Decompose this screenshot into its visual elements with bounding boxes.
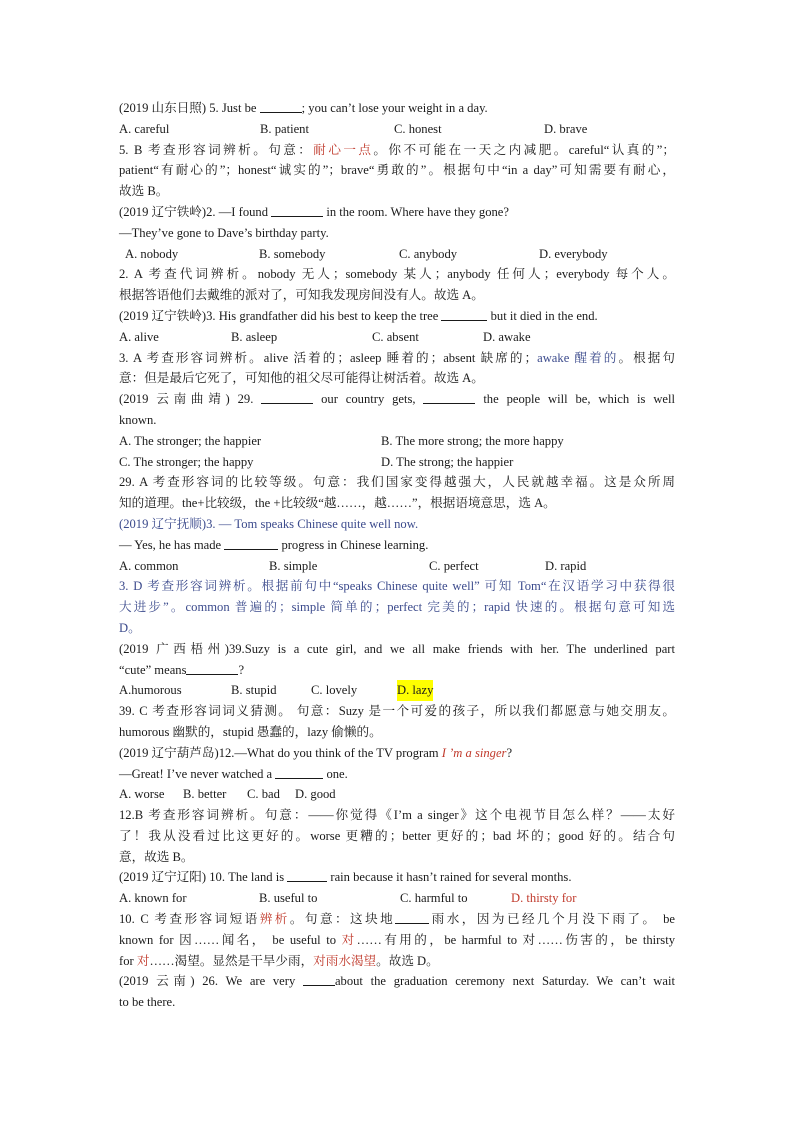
highlighted-text: 对雨水渴望: [313, 953, 377, 968]
question-stem: [119, 410, 675, 431]
explanation-text: ……有用的，be harmful to 对……伤害的，be thirsty: [356, 932, 676, 947]
question-stem: [119, 639, 675, 660]
explanation-text: 了！我从没看过比这更好的。worse 更糟的；better 更好的；bad 坏的；good 好的。结合句: [119, 828, 675, 843]
question-stem: [119, 514, 675, 535]
answer-explanation: [119, 930, 675, 951]
answer-explanation: [119, 368, 675, 389]
options-row: [119, 119, 675, 140]
option-d: D. rapid: [545, 558, 587, 573]
option-d: D. good: [295, 787, 336, 802]
stem-text: —Great! I’ve never watched a: [119, 766, 276, 781]
answer-blank: [303, 973, 335, 986]
answer-blank: [423, 391, 475, 404]
explanation-text: 39. C 考查形容词词义猜测。 句意：Suzy 是一个可爱的孩子，所以我们都愿意与她交朋友。: [119, 704, 675, 719]
answer-explanation: [119, 285, 675, 306]
stem-text: about the graduation ceremony next Saturday. We can’t wait: [334, 974, 675, 989]
question-stem: [119, 660, 675, 681]
stem-text: (2019 广西梧州)39.Suzy is a cute girl, and we all make friends with her. The underlined part: [119, 641, 675, 656]
question-stem: [119, 764, 675, 785]
explanation-text: 。你不可能在一天之内减肥。careful“认真的”；: [373, 142, 675, 157]
options-row: [119, 431, 675, 452]
option-b: B. The more strong; the more happy: [381, 433, 564, 448]
explanation-text: 根据答语他们去戴维的派对了，可知我发现房间没有人。故选 A。: [119, 288, 484, 303]
explanation-text: 大进步”。common 普遍的；simple 简单的；perfect 完美的；rapid 快速的。根据句意可知选: [119, 600, 675, 615]
stem-text: (2019 辽宁辽阳) 10. The land is: [119, 870, 288, 885]
question-stem: [119, 202, 675, 223]
program-title: I ’m a singer: [441, 745, 507, 760]
option-d: D. everybody: [539, 246, 608, 261]
explanation-text: for: [119, 953, 137, 968]
answer-explanation: [119, 826, 675, 847]
option-a: A. common: [119, 558, 179, 573]
option-c: C. The stronger; the happy: [119, 454, 254, 469]
options-row: [119, 452, 675, 473]
stem-text: (2019 山东日照) 5. Just be: [119, 101, 260, 115]
stem-text: (2019 云南曲靖) 29.: [119, 392, 262, 407]
answer-explanation: [119, 348, 675, 369]
answer-blank: [224, 537, 278, 550]
question-stem: [119, 743, 675, 764]
answer-explanation: [119, 951, 675, 972]
question-stem: [119, 306, 675, 327]
stem-text: to be there.: [119, 995, 176, 1010]
option-c: C. lovely: [311, 683, 358, 698]
stem-text: (2019 云南) 26. We are very: [119, 974, 303, 989]
answer-explanation: [119, 140, 675, 161]
explanation-text: 意：但是最后它死了，可知他的祖父尽可能得让树活着。故选 A。: [119, 371, 484, 386]
answer-blank: [261, 391, 313, 404]
question-stem: [119, 971, 675, 992]
options-row: [119, 784, 675, 805]
question-stem: [119, 535, 675, 556]
option-c: C. honest: [394, 121, 442, 136]
stem-text: —They’ve gone to Dave’s birthday party.: [119, 225, 329, 240]
option-a: A. worse: [119, 787, 165, 802]
answer-explanation: [119, 701, 675, 722]
stem-text: rain because it hasn’t rained for several months.: [327, 870, 572, 885]
option-a: A. The stronger; the happier: [119, 433, 262, 448]
option-a: A. alive: [119, 329, 159, 344]
highlighted-text: awake 醒着的: [537, 350, 619, 365]
answer-blank: [441, 308, 487, 321]
option-d: D. lazy: [397, 680, 433, 701]
option-c: C. harmful to: [400, 891, 468, 906]
stem-text: known.: [119, 412, 157, 427]
question-stem: [119, 223, 675, 244]
explanation-text: 5. B 考查形容词辨析。句意：: [119, 142, 314, 157]
stem-text: our country gets,: [313, 392, 424, 407]
highlighted-text: 对: [341, 932, 357, 947]
question-stem: [119, 992, 675, 1013]
answer-blank: [186, 662, 238, 675]
option-a: A. known for: [119, 891, 187, 906]
option-b: B. asleep: [231, 329, 278, 344]
explanation-text: known for 因……闻名， be useful to: [119, 932, 342, 947]
explanation-text: 3. D 考查形容词辨析。根据前句中“speaks Chinese quite well” 可知 Tom“在汉语学习中获得很: [119, 579, 675, 594]
answer-explanation: [119, 909, 675, 930]
option-b: B. patient: [260, 121, 309, 136]
stem-text: — Yes, he has made: [119, 537, 225, 552]
answer-explanation: [119, 264, 675, 285]
explanation-text: D。: [119, 620, 141, 635]
option-a: A. nobody: [125, 246, 179, 261]
stem-text: progress in Chinese learning.: [278, 537, 429, 552]
stem-text: the people will be, which is well: [475, 392, 676, 407]
option-b: B. better: [183, 787, 227, 802]
option-b: B. somebody: [259, 246, 326, 261]
document-page: [119, 98, 675, 1013]
explanation-text: 意，故选 B。: [119, 849, 194, 864]
answer-explanation: [119, 160, 675, 181]
explanation-text: 故选 B。: [119, 184, 169, 199]
question-stem: [119, 389, 675, 410]
answer-explanation: [119, 847, 675, 868]
option-a: A.humorous: [119, 683, 182, 698]
answer-explanation: [119, 618, 675, 639]
question-stem: [119, 867, 675, 888]
stem-text: ?: [238, 662, 245, 677]
stem-text: (2019 辽宁铁岭)2. —I found: [119, 204, 272, 219]
option-b: B. simple: [269, 558, 318, 573]
stem-text: ; you can’t lose your weight in a day.: [301, 101, 488, 115]
answer-blank: [287, 869, 327, 882]
option-c: C. anybody: [399, 246, 458, 261]
option-d: D. The strong; the happier: [381, 454, 514, 469]
option-c: C. perfect: [429, 558, 479, 573]
explanation-text: humorous 幽默的，stupid 愚蠢的，lazy 偷懒的。: [119, 724, 382, 739]
explanation-text: 3. A 考查形容词辨析。alive 活着的；asleep 睡着的；absent 缺席的；: [119, 350, 538, 365]
answer-explanation: [119, 493, 675, 514]
option-c: C. absent: [372, 329, 419, 344]
explanation-text: 2. A 考查代词辨析。nobody 无人；somebody 某人；anybody 任何人；everybody 每个人。: [119, 267, 675, 282]
explanation-text: ……渴望。显然是干旱少雨，: [149, 953, 314, 968]
explanation-text: 29. A 考查形容词的比较等级。句意：我们国家变得越强大，人民就越幸福。这是众所周: [119, 475, 675, 490]
stem-text: but it died in the end.: [487, 308, 598, 323]
answer-explanation: [119, 597, 675, 618]
stem-text: (2019 辽宁铁岭)3. His grandfather did his best to keep the tree: [119, 308, 442, 323]
question-stem: [119, 98, 675, 119]
answer-blank: [395, 911, 429, 924]
stem-text: “cute” means: [119, 662, 187, 677]
answer-blank: [275, 766, 323, 779]
options-row: [119, 244, 675, 265]
option-d: D. brave: [544, 121, 588, 136]
explanation-text: 知的道理。the+比较级，the +比较级“越……，越……”，根据语境意思，选 A。: [119, 496, 556, 511]
explanation-text: 12.B 考查形容词辨析。句意：——你觉得《I’m a singer》这个电视节目怎么样？——太好: [119, 808, 675, 823]
options-row: [119, 680, 675, 701]
answer-blank: [271, 204, 323, 217]
explanation-text: 。句意：这块地: [289, 912, 396, 927]
answer-blank: [260, 100, 302, 113]
stem-text: (2019 辽宁葫芦岛)12.—What do you think of the TV program: [119, 745, 442, 760]
stem-text: in the room. Where have they gone?: [323, 204, 509, 219]
answer-explanation: [119, 576, 675, 597]
stem-text: (2019 辽宁抚顺)3. — Tom speaks Chinese quite well now.: [119, 516, 419, 531]
stem-text: ?: [506, 745, 513, 760]
option-c: C. bad: [247, 787, 280, 802]
highlighted-text: 辨析: [259, 912, 290, 927]
answer-explanation: [119, 472, 675, 493]
highlighted-text: 对: [136, 953, 150, 968]
explanation-text: 。故选 D。: [376, 953, 439, 968]
option-a: A. careful: [119, 121, 170, 136]
explanation-text: 10. C 考查形容词短语: [119, 912, 260, 927]
highlighted-text: 耐心一点: [313, 142, 374, 157]
answer-explanation: [119, 722, 675, 743]
option-d: D. thirsty for: [511, 891, 577, 906]
stem-text: one.: [323, 766, 348, 781]
option-d: D. awake: [483, 329, 531, 344]
option-b: B. stupid: [231, 683, 277, 698]
options-row: [119, 556, 675, 577]
explanation-text: patient“有耐心的”；honest“诚实的”；brave“勇敢的”。根据句中“in a day”可知需要有耐心，: [119, 163, 675, 178]
explanation-text: 。根据句: [618, 350, 675, 365]
options-row: [119, 888, 675, 909]
options-row: [119, 327, 675, 348]
explanation-text: 雨水，因为已经几个月没下雨了。 be: [429, 912, 675, 927]
answer-explanation: [119, 805, 675, 826]
option-b: B. useful to: [259, 891, 318, 906]
answer-explanation: [119, 181, 675, 202]
